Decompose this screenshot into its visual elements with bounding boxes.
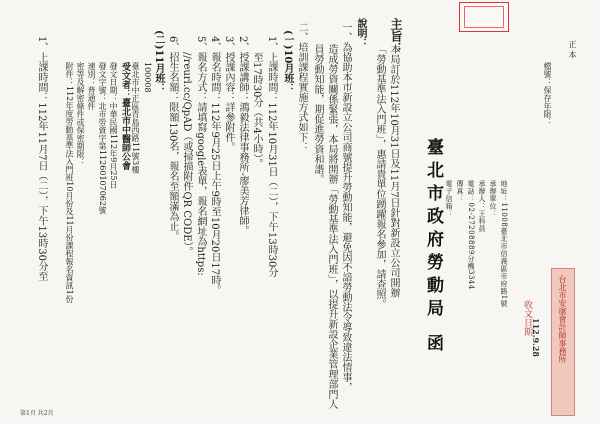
recipient: 受文者：臺北市中醫師公會 [120, 62, 130, 170]
class2-time: 1、上課時間：112年11月7日（二），下午13時30分至 [36, 36, 47, 281]
subject-label: 主旨： [389, 18, 403, 54]
contact-phone: 電話：02-27208889分機3344 [467, 180, 475, 290]
contact-unit: 承辦單位： [489, 180, 497, 218]
attachments: 附件：112年度勞動基準法入門班10月份及11月份課程報名資訊1份 [65, 62, 74, 303]
subject-line-2: 「勞動基準法入門班」，惠請貴單位踴躍報名參加，請查照。 [374, 44, 385, 309]
class1-time: 1、上課時間：112年10月31日（二），下午13時30分 [266, 36, 277, 278]
address-line: 地址：11008臺北市信義區市府路1號 [500, 180, 508, 308]
para1-line-3: 員勞動知能，期促進勞資和諧。 [312, 44, 323, 184]
class1-deadline: 4、報名時間：112年9月25日上午9時至10月20日17時。 [209, 36, 220, 296]
class1-title: (一)10月班： [282, 30, 293, 94]
date-line: 發文日期：中華民國112年9月25日 [109, 62, 118, 189]
para2: 二、培訓課程實施方式如下： [296, 22, 307, 152]
explanation-label: 說明： [355, 18, 366, 48]
class1-method-cont: //reurl.cc/QpAD（或掃描附件QR CODE）。 [181, 52, 192, 257]
page-footer: 第1頁 共2頁 [20, 410, 54, 417]
doc-label-left: 檔號：保存年限： [543, 62, 552, 126]
class1-speaker: 2、授課講師：鴻毅法律事務所-廖美芳律師。 [237, 36, 248, 236]
para1-line-2: 造成勞資關係緊張，本局將開辦「勞動基準法入門班」，以提升新設企業管理部門人 [326, 44, 337, 409]
received-stamp: 台北市安康會計師事務所 [551, 268, 575, 416]
stamp-date: 112.9.28 [531, 318, 541, 357]
recipient-address: 臺北市中正區青島西路11號3樓 [131, 62, 140, 174]
class1-time-cont: 至17時30分（共4小時）。 [251, 52, 262, 169]
class2-title: (二)11月班： [153, 30, 164, 94]
document-title: 臺北市政府勞動局 函 [423, 138, 443, 357]
doc-label-right: 正 本 [568, 40, 577, 59]
speed: 速別：普通件 [87, 62, 96, 110]
class1-method: 5、報名方式：請填寫google表單，報名網址為https: [195, 36, 206, 276]
postal-code: 100008 [143, 62, 152, 93]
contact-fax: 傳真： [456, 180, 464, 203]
para1-line-1: 一、為協助本市新設立公司商號提升勞動知能，避免因不諳勞動法令導致違法情事， [340, 22, 351, 392]
class1-content: 3、授課內容：詳參附件。 [223, 36, 234, 153]
contact-email: 電子信箱： [445, 180, 453, 218]
official-seal [459, 2, 509, 32]
doc-number: 發文字號：北市勞資字第11260107062號 [98, 62, 107, 214]
stamp-number: 收文日期 [522, 300, 532, 336]
subject-line-1: 本局訂於112年10月31日及11月7日針對新設立公司開辦 [388, 44, 399, 298]
class1-quota: 6、招生名額：限額130名，報名至額滿為止。 [167, 36, 178, 242]
contact-person: 承辦人：王科員 [478, 180, 486, 233]
classification: 密等及解密條件或保密期限： [76, 62, 85, 166]
